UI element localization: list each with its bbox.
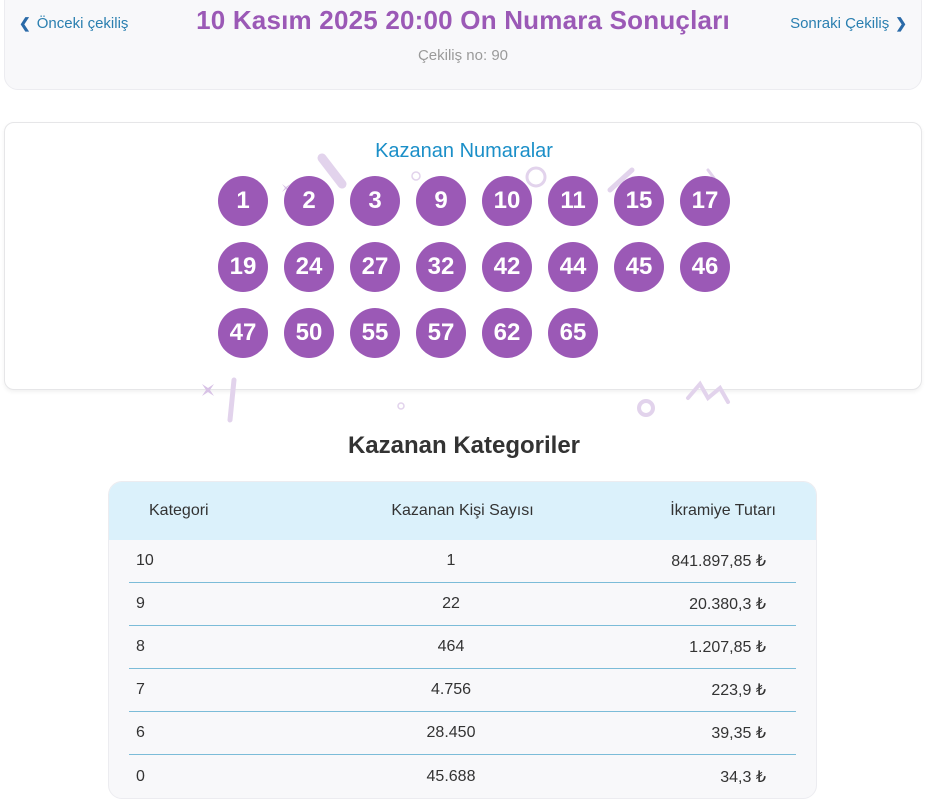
table-header: [109, 482, 816, 540]
page-title: 10 Kasım 2025 20:00 On Numara Sonuçları: [196, 5, 730, 35]
cell-prize: 841.897,85 ₺: [671, 553, 766, 570]
cell-category: 6: [136, 724, 145, 741]
table-row: [129, 712, 796, 755]
number-ball: 45: [614, 242, 664, 292]
cell-prize: 223,9 ₺: [711, 682, 766, 699]
cell-prize: 20.380,3 ₺: [689, 596, 766, 613]
cell-winners: 464: [437, 638, 465, 655]
number-ball: 27: [350, 242, 400, 292]
table-row: [129, 540, 796, 583]
number-ball: 15: [614, 176, 664, 226]
draw-number: Çekiliş no: 90: [417, 47, 509, 64]
previous-draw-label: Önceki çekiliş: [36, 15, 129, 32]
number-ball: 47: [218, 308, 268, 358]
number-ball: 65: [548, 308, 598, 358]
table-row: [129, 669, 796, 712]
winning-numbers-title: Kazanan Numaralar: [375, 140, 553, 162]
categories-title: Kazanan Kategoriler: [347, 432, 581, 459]
cell-winners: 28.450: [426, 724, 476, 741]
table-row: [129, 626, 796, 669]
number-ball: 32: [416, 242, 466, 292]
table-row: [129, 583, 796, 626]
next-draw-label: Sonraki Çekiliş: [790, 15, 890, 32]
number-ball: 11: [548, 176, 598, 226]
table-body: [109, 540, 816, 798]
number-ball: 57: [416, 308, 466, 358]
cell-category: 10: [136, 552, 154, 569]
number-ball: 46: [680, 242, 730, 292]
confetti-decoration-icon: [190, 140, 750, 430]
draw-header: [4, 0, 922, 90]
number-ball: 44: [548, 242, 598, 292]
number-ball: 10: [482, 176, 532, 226]
chevron-left-icon: ❮: [19, 15, 31, 31]
table-row: [129, 755, 796, 798]
number-ball: 9: [416, 176, 466, 226]
number-ball: 1: [218, 176, 268, 226]
number-ball: 19: [218, 242, 268, 292]
chevron-right-icon: ❯: [895, 15, 907, 31]
number-ball: 3: [350, 176, 400, 226]
column-header-category: Kategori: [149, 502, 209, 519]
number-ball: 62: [482, 308, 532, 358]
column-header-winners: Kazanan Kişi Sayısı: [391, 502, 534, 519]
number-ball: 17: [680, 176, 730, 226]
cell-winners: 22: [442, 595, 460, 612]
cell-prize: 1.207,85 ₺: [689, 639, 766, 656]
cell-category: 8: [136, 638, 145, 655]
number-ball: 2: [284, 176, 334, 226]
cell-category: 9: [136, 595, 145, 612]
cell-winners: 1: [446, 552, 456, 569]
cell-winners: 45.688: [426, 767, 476, 785]
number-ball: 50: [284, 308, 334, 358]
column-header-prize: İkramiye Tutarı: [670, 502, 776, 519]
prize-categories-table: [108, 481, 817, 799]
cell-prize: 39,35 ₺: [711, 725, 766, 742]
cell-category: 0: [136, 767, 145, 785]
number-ball: 42: [482, 242, 532, 292]
cell-category: 7: [136, 681, 145, 698]
cell-prize: 34,3 ₺: [720, 768, 766, 786]
cell-winners: 4.756: [430, 681, 472, 698]
number-ball: 55: [350, 308, 400, 358]
number-ball: 24: [284, 242, 334, 292]
next-draw-link[interactable]: [790, 15, 907, 32]
